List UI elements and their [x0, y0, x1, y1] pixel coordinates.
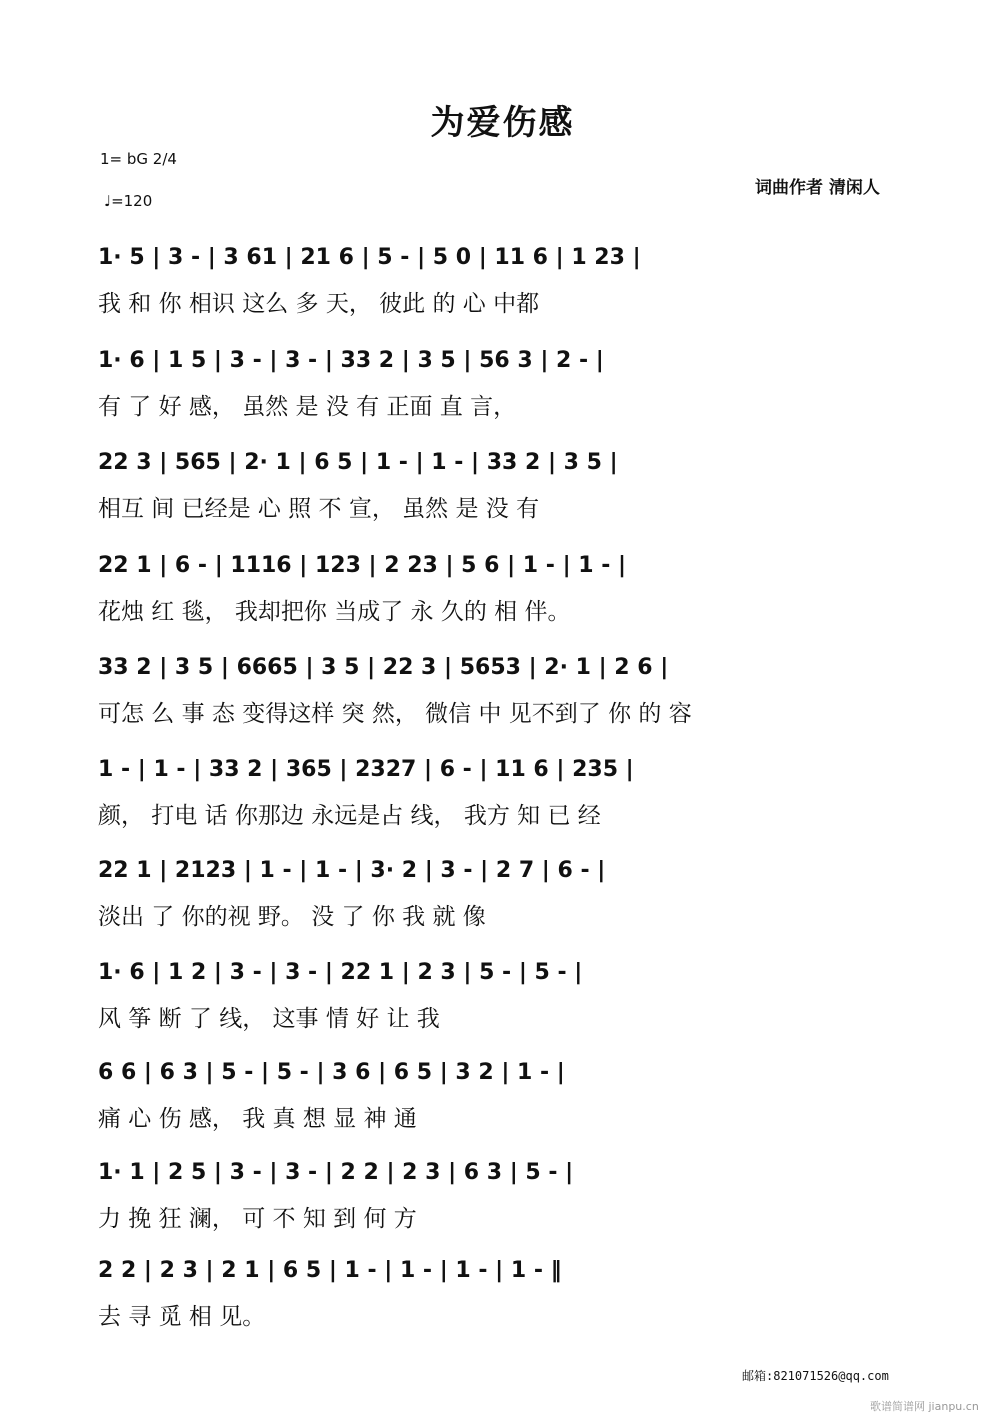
row-notes: 22 3 | 565 | 2· 1 | 6 5 | 1 - | 1 - | 33 2 | 3 5 |: [98, 450, 618, 475]
score-row: [98, 848, 938, 928]
row-lyrics: 淡出 了 你的视 野。 没 了 你 我 就 像: [98, 904, 486, 930]
row-lyrics: 花烛 红 毯， 我却把你 当成了 永 久的 相 伴。: [98, 599, 571, 625]
score-row: [98, 440, 938, 520]
row-notes: 33 2 | 3 5 | 6665 | 3 5 | 22 3 | 5653 | 2· 1 | 2 6 |: [98, 655, 669, 680]
score-row: [98, 1150, 938, 1230]
row-lyrics: 相互 间 已经是 心 照 不 宣， 虽然 是 没 有: [98, 496, 540, 522]
row-notes: 6 6 | 6 3 | 5 - | 5 - | 3 6 | 6 5 | 3 2 | 1 - |: [98, 1060, 565, 1085]
row-lyrics: 颜， 打电 话 你那边 永远是占 线， 我方 知 已 经: [98, 803, 601, 829]
score-row: [98, 1248, 938, 1328]
song-title: 为爱伤感: [430, 103, 575, 143]
score-row: [98, 950, 938, 1030]
tempo-marking: ♩=120: [104, 192, 153, 210]
row-notes: 22 1 | 2123 | 1 - | 1 - | 3· 2 | 3 - | 2 7 | 6 - |: [98, 858, 606, 883]
key-signature: 1= bG 2/4: [100, 150, 177, 168]
row-notes: 1· 6 | 1 5 | 3 - | 3 - | 33 2 | 3 5 | 56 3 | 2 - |: [98, 348, 604, 373]
score-row: [98, 338, 938, 418]
row-notes: 22 1 | 6 - | 1116 | 123 | 2 23 | 5 6 | 1 - | 1 - |: [98, 553, 627, 578]
row-lyrics: 可怎 么 事 态 变得这样 突 然， 微信 中 见不到了 你 的 容: [98, 701, 692, 727]
score-row: [98, 1050, 938, 1130]
row-lyrics: 风 筝 断 了 线， 这事 情 好 让 我: [98, 1006, 440, 1032]
composer-credit: 词曲作者 清闲人: [755, 178, 880, 198]
email-contact: 邮箱:821071526@qq.com: [742, 1369, 889, 1383]
row-notes: 1 - | 1 - | 33 2 | 365 | 2327 | 6 - | 11 6 | 235 |: [98, 757, 634, 782]
row-notes: 1· 1 | 2 5 | 3 - | 3 - | 2 2 | 2 3 | 6 3 | 5 - |: [98, 1160, 574, 1185]
site-watermark: 歌谱简谱网 jianpu.cn: [870, 1400, 979, 1413]
row-lyrics: 我 和 你 相识 这么 多 天， 彼此 的 心 中都: [98, 291, 540, 317]
row-lyrics: 痛 心 伤 感， 我 真 想 显 神 通: [98, 1106, 417, 1132]
row-lyrics: 去 寻 觅 相 见。: [98, 1304, 266, 1330]
score-row: [98, 235, 938, 315]
row-notes: 1· 6 | 1 2 | 3 - | 3 - | 22 1 | 2 3 | 5 - | 5 - |: [98, 960, 583, 985]
row-lyrics: 力 挽 狂 澜， 可 不 知 到 何 方: [98, 1206, 417, 1232]
score-row: [98, 645, 938, 725]
score-row: [98, 543, 938, 623]
score-row: [98, 747, 938, 827]
row-notes: 1· 5 | 3 - | 3 61 | 21 6 | 5 - | 5 0 | 11 6 | 1 23 |: [98, 245, 641, 270]
row-lyrics: 有 了 好 感， 虽然 是 没 有 正面 直 言，: [98, 394, 517, 420]
row-notes: 2 2 | 2 3 | 2 1 | 6 5 | 1 - | 1 - | 1 - | 1 - ‖: [98, 1258, 562, 1283]
